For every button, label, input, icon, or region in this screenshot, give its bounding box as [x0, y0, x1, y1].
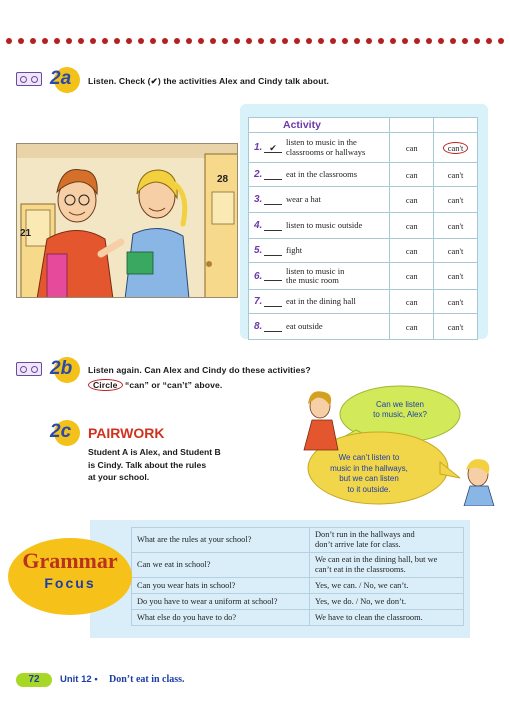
border-dot: [234, 38, 240, 44]
can-option[interactable]: can: [405, 271, 418, 281]
activity-row: [249, 133, 478, 163]
border-dot: [282, 38, 288, 44]
border-dot: [66, 38, 72, 44]
border-dot: [126, 38, 132, 44]
activity-text: wear a hat: [286, 193, 321, 204]
activity-text: eat in the classrooms: [286, 168, 358, 179]
circle-word: Circle: [88, 379, 123, 391]
grammar-row: [132, 553, 464, 578]
grammar-question: Can you wear hats in school?: [132, 578, 310, 594]
activity-row: [249, 290, 478, 314]
grammar-answer: Yes, we do. / No, we don’t.: [310, 594, 464, 610]
border-dot: [90, 38, 96, 44]
can-option[interactable]: can: [405, 296, 418, 307]
border-dot: [54, 38, 60, 44]
border-dot: [306, 38, 312, 44]
activity-text: eat outside: [286, 320, 323, 331]
can-option[interactable]: can: [405, 245, 418, 256]
border-dot: [210, 38, 216, 44]
activity-row: [249, 239, 478, 263]
grammar-answer: Don’t run in the hallways and don’t arrive late for class.: [310, 528, 464, 553]
cant-option[interactable]: can't: [447, 220, 464, 231]
cant-option[interactable]: can't: [447, 271, 464, 281]
cassette-icon[interactable]: [16, 72, 42, 86]
border-dot: [30, 38, 36, 44]
border-dot: [198, 38, 204, 44]
speech-bubble-2: We can’t listen to music in the hallways, but we can listen to it outside.: [330, 453, 408, 494]
can-option[interactable]: can: [405, 220, 418, 231]
unit-title: Don’t eat in class.: [109, 674, 185, 685]
check-blank[interactable]: [264, 195, 282, 205]
check-blank[interactable]: [264, 297, 282, 307]
border-dot: [366, 38, 372, 44]
check-blank[interactable]: [264, 221, 282, 231]
activity-text: listen to music in the music room: [286, 265, 345, 285]
border-dot: [174, 38, 180, 44]
border-dot: [78, 38, 84, 44]
activity-row: [249, 163, 478, 187]
instruction-2b-line1: Listen again. Can Alex and Cindy do these activities?: [88, 365, 311, 375]
cassette-icon-2b[interactable]: [16, 362, 42, 376]
can-option[interactable]: can: [405, 169, 418, 180]
border-dot: [270, 38, 276, 44]
grammar-question: What else do you have to do?: [132, 610, 310, 626]
border-dot: [402, 38, 408, 44]
row-number: 4.: [254, 220, 263, 231]
cant-option[interactable]: can't: [447, 321, 464, 332]
check-blank[interactable]: [264, 322, 282, 332]
border-dot: [330, 38, 336, 44]
border-dot: [486, 38, 492, 44]
border-dot: [438, 38, 444, 44]
border-dot: [426, 38, 432, 44]
border-dot: [222, 38, 228, 44]
border-dot: [474, 38, 480, 44]
border-dot: [102, 38, 108, 44]
row-number: 8.: [254, 321, 263, 332]
border-dot: [258, 38, 264, 44]
border-dot: [162, 38, 168, 44]
border-dot: [294, 38, 300, 44]
row-number: 2.: [254, 169, 263, 180]
check-blank[interactable]: [264, 246, 282, 256]
grammar-row: [132, 594, 464, 610]
door-number-21: 21: [20, 228, 32, 239]
check-blank[interactable]: [264, 271, 282, 281]
activity-row: [249, 263, 478, 290]
door-number-28: 28: [217, 174, 229, 185]
exercise-number-2b: 2b: [50, 358, 73, 379]
activity-header: Activity: [249, 118, 390, 133]
activity-table: [248, 117, 478, 340]
border-dot: [378, 38, 384, 44]
grammar-answer: We can eat in the dining hall, but we can’t eat in the classrooms.: [310, 553, 464, 578]
grammar-focus-table: [131, 527, 464, 626]
cant-option[interactable]: can't: [443, 142, 469, 154]
check-blank[interactable]: ✔: [264, 143, 282, 153]
border-dot: [114, 38, 120, 44]
cant-option[interactable]: can't: [447, 169, 464, 180]
row-number: 6.: [254, 270, 263, 282]
cant-option[interactable]: can't: [447, 296, 464, 307]
border-dot: [246, 38, 252, 44]
border-dot: [450, 38, 456, 44]
border-dot: [42, 38, 48, 44]
border-dot: [150, 38, 156, 44]
pairwork-title: PAIRWORK: [88, 425, 165, 441]
activity-text: listen to music outside: [286, 219, 363, 230]
can-option[interactable]: can: [405, 194, 418, 205]
activity-text: listen to music in the classrooms or hallways: [286, 137, 366, 157]
row-number: 1.: [254, 142, 263, 153]
row-number: 5.: [254, 245, 263, 256]
border-dot: [498, 38, 504, 44]
row-number: 7.: [254, 296, 263, 307]
activity-row: [249, 187, 478, 213]
grammar-answer: Yes, we can. / No, we can’t.: [310, 578, 464, 594]
border-dot: [354, 38, 360, 44]
speech-bubble-1: Can we listen to music, Alex?: [373, 400, 427, 419]
grammar-question: Do you have to wear a uniform at school?: [132, 594, 310, 610]
exercise-number-2a: 2a: [50, 68, 72, 89]
grammar-focus-subtitle: Focus: [44, 575, 96, 591]
row-number: 3.: [254, 194, 263, 205]
unit-label: Unit 12 •: [60, 674, 98, 685]
activity-text: fight: [286, 244, 303, 255]
border-dot: [6, 38, 12, 44]
border-dot: [318, 38, 324, 44]
border-dot: [138, 38, 144, 44]
check-blank[interactable]: [264, 170, 282, 180]
instruction-2a: Listen. Check (✔) the activities Alex and Cindy talk about.: [88, 76, 330, 86]
can-option[interactable]: can: [405, 321, 418, 332]
dotted-border: [6, 38, 504, 46]
grammar-question: Can we eat in school?: [132, 553, 310, 578]
illustration-students: [16, 143, 238, 298]
grammar-answer: We have to clean the classroom.: [310, 610, 464, 626]
border-dot: [390, 38, 396, 44]
grammar-row: [132, 578, 464, 594]
border-dot: [18, 38, 24, 44]
activity-row: [249, 213, 478, 239]
can-option[interactable]: can: [405, 142, 418, 153]
cant-option[interactable]: can't: [447, 194, 464, 205]
instruction-2b-line2: Circle “can” or “can’t” above.: [88, 379, 222, 391]
border-dot: [342, 38, 348, 44]
pairwork-instructions: Student A is Alex, and Student B is Cindy. Talk about the rules at your school.: [88, 447, 221, 482]
grammar-row: [132, 528, 464, 553]
border-dot: [186, 38, 192, 44]
grammar-focus-title: Grammar: [22, 548, 118, 573]
exercise-number-2c: 2c: [50, 421, 72, 442]
page-number: 72: [28, 674, 40, 685]
border-dot: [462, 38, 468, 44]
border-dot: [414, 38, 420, 44]
activity-text: eat in the dining hall: [286, 295, 356, 306]
cant-option[interactable]: can't: [447, 245, 464, 256]
activity-row: [249, 314, 478, 340]
grammar-question: What are the rules at your school?: [132, 528, 310, 553]
grammar-row: [132, 610, 464, 626]
